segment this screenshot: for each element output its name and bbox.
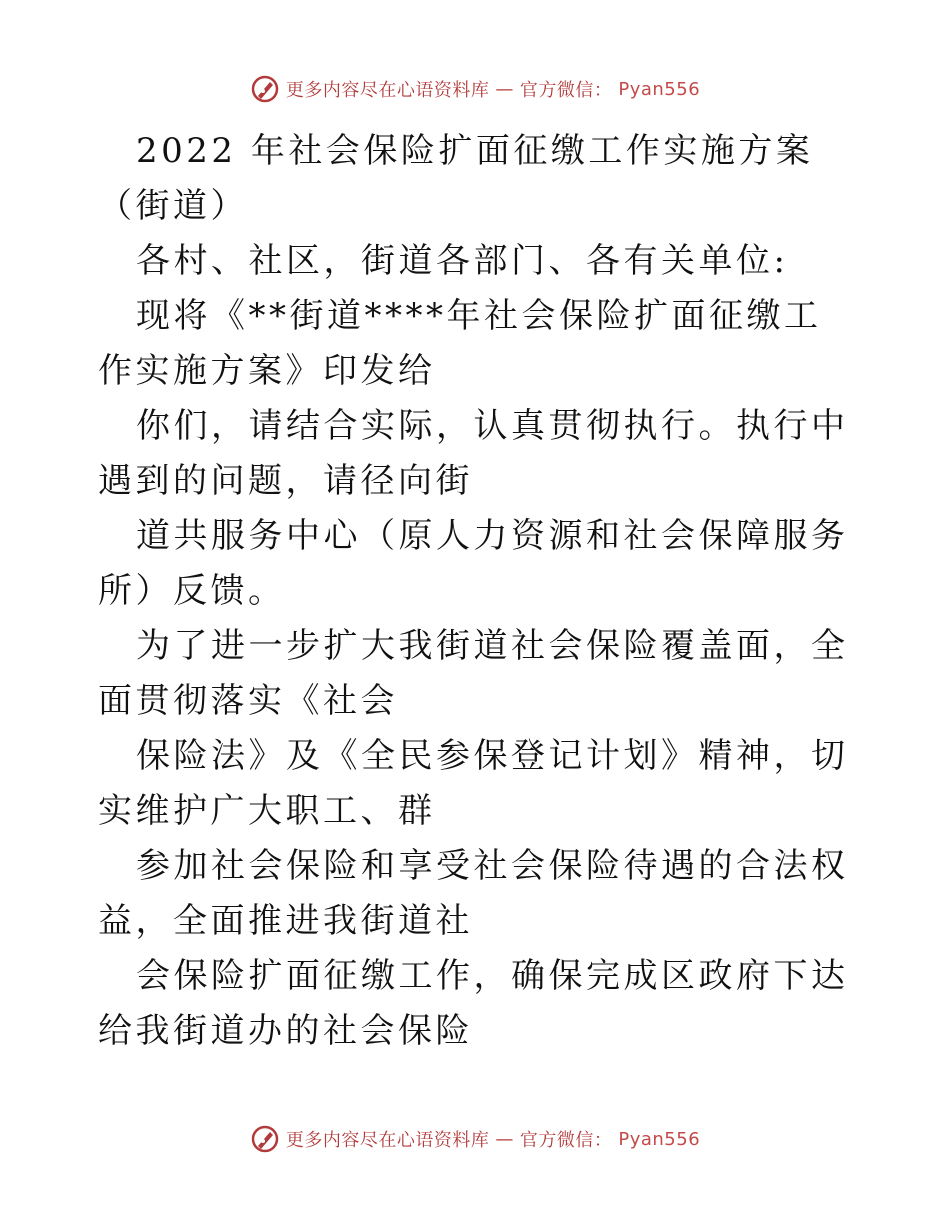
watermark-wechat-id: Pyan556 bbox=[618, 1128, 701, 1150]
paragraph-7: 参加社会保险和享受社会保险待遇的合法权益，全面推进我街道社 bbox=[98, 846, 849, 941]
document-body bbox=[98, 124, 858, 1059]
paragraph-6: 保险法》及《全民参保登记计划》精神，切实维护广大职工、群 bbox=[98, 736, 849, 831]
paragraph-2: 现将《**街道****年社会保险扩面征缴工作实施方案》印发给 bbox=[98, 296, 822, 391]
pen-logo-icon bbox=[250, 74, 280, 104]
paragraph-4: 道共服务中心（原人力资源和社会保障服务所）反馈。 bbox=[98, 516, 849, 611]
header-watermark bbox=[0, 74, 950, 104]
paragraph-8: 会保险扩面征缴工作，确保完成区政府下达给我街道办的社会保险 bbox=[98, 956, 849, 1051]
watermark-main-text: 更多内容尽在心语资料库 bbox=[285, 1130, 490, 1151]
paragraph-1: 各村、社区，街道各部门、各有关单位: bbox=[136, 241, 789, 281]
watermark-main-text: 更多内容尽在心语资料库 bbox=[285, 80, 490, 101]
pen-logo-icon bbox=[250, 1124, 280, 1154]
watermark-separator: — bbox=[495, 1128, 514, 1150]
document-title: 2022 年社会保险扩面征缴工作实施方案（街道） bbox=[98, 131, 814, 226]
watermark-separator: — bbox=[495, 78, 514, 100]
paragraph-5: 为了进一步扩大我街道社会保险覆盖面，全面贯彻落实《社会 bbox=[98, 626, 849, 721]
watermark-label: 官方微信： bbox=[519, 80, 613, 101]
footer-watermark bbox=[0, 1124, 950, 1154]
paragraph-3: 你们，请结合实际，认真贯彻执行。执行中遇到的问题，请径向街 bbox=[98, 406, 849, 501]
watermark-wechat-id: Pyan556 bbox=[618, 78, 701, 100]
watermark-label: 官方微信： bbox=[519, 1130, 613, 1151]
